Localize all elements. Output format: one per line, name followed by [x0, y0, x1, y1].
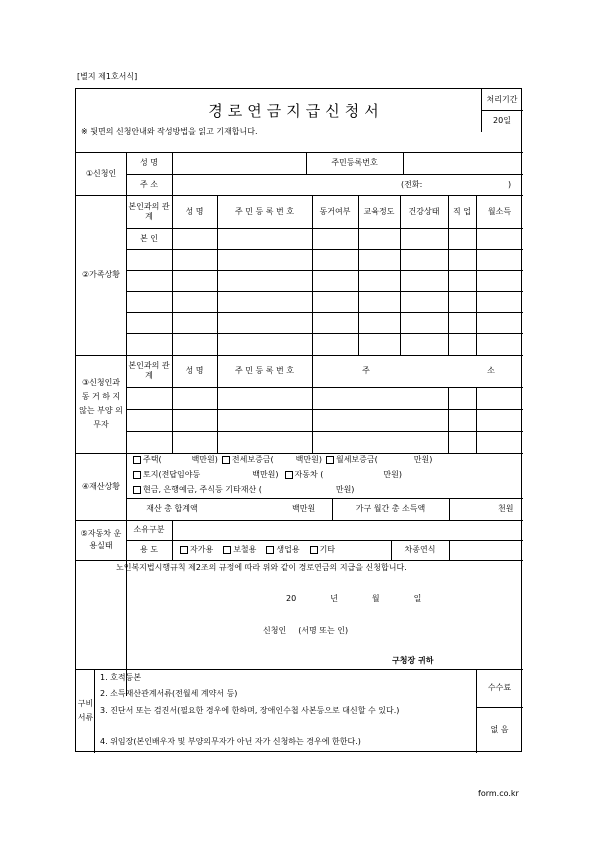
household-income-unit: 천원: [498, 504, 514, 513]
dependents-header-rrn: 주 민 등 록 번 호: [234, 366, 295, 375]
household-income-label: 가구 월간 총 소득액: [355, 504, 426, 513]
addressee: 구청장 귀하: [392, 656, 434, 665]
fee-label: 수수료: [487, 683, 512, 692]
dependents-header-address-2: 소: [487, 366, 495, 375]
family-header-relation: 본인과의 관 계: [128, 201, 170, 221]
family-header-education: 교육정도: [363, 206, 395, 216]
document-item-4: 4. 위임장(본인배우자 및 부양의무자가 아닌 자가 신청하는 경우에 한한다.): [100, 737, 361, 746]
documents-section-label: 구비서류: [77, 699, 94, 722]
declaration-date: 20 년 월 일: [286, 594, 422, 603]
notice-text: ※ 뒷면의 신청안내와 작성방법을 읽고 기재합니다.: [81, 127, 258, 136]
assets-line-3: 현금, 은행예금, 주식등 기타재산 ( 만원): [133, 483, 354, 497]
applicant-name-label: 성 명: [140, 158, 158, 167]
vehicle-use-label: 용 도: [140, 545, 158, 554]
application-form: [75, 88, 522, 752]
use-private-checkbox[interactable]: [180, 546, 188, 554]
dependents-header-address-1: 주: [362, 366, 370, 375]
land-checkbox[interactable]: [133, 471, 141, 479]
applicant-name-field[interactable]: [173, 153, 306, 173]
declaration-text: 노인복지법시행규칙 제2조의 규정에 따라 위와 같이 경로연금의 지급을 신청합니다.: [116, 563, 407, 572]
signer-line: 신청인 (서명 또는 인): [263, 626, 349, 635]
dependents-header-name: 성 명: [185, 366, 204, 375]
applicant-phone-close: ): [508, 179, 512, 189]
page-title: 경로연금지급신청서: [208, 102, 384, 120]
form-label: [별지 제1호서식]: [77, 72, 138, 81]
family-header-income: 월소득: [487, 206, 512, 216]
deposit-checkbox[interactable]: [222, 456, 230, 464]
monthly-deposit-checkbox[interactable]: [326, 456, 334, 464]
use-welfare-checkbox[interactable]: [223, 546, 231, 554]
family-header-job: 직 업: [453, 206, 471, 216]
document-item-1: 1. 호적등본: [100, 673, 142, 682]
vehicle-year-label: 차종연식: [404, 545, 436, 554]
fee-value: 없 음: [490, 725, 509, 734]
family-header-rrn: 주 민 등 록 번 호: [234, 206, 295, 216]
family-header-name: 성 명: [185, 206, 204, 216]
dependents-section-label: ③신청인과 동 거 하 지 않는 부양 의무자: [79, 378, 123, 429]
family-header-health: 건강상태: [408, 206, 440, 216]
car-checkbox[interactable]: [285, 471, 293, 479]
processing-period-label: 처리기간: [486, 95, 518, 104]
document-item-3: 3. 진단서 또는 검진서(필요한 경우에 한하며, 장애인수첩 사본등으로 대신할 수 있다.): [100, 706, 400, 715]
vehicle-section-label: ⑤자동차 운용실태: [80, 529, 122, 550]
family-section-label: ②가족상황: [81, 270, 121, 279]
vehicle-owner-label: 소유구분: [133, 525, 165, 534]
family-header-cohabit: 동거여부: [319, 206, 351, 216]
vehicle-use-options: 자가용 보철용 생업용 기타: [180, 540, 335, 560]
asset-total-unit: 백만원: [292, 504, 316, 513]
footer-site: form.co.kr: [478, 789, 519, 798]
family-self-relation: 본 인: [140, 233, 158, 243]
applicant-phone-label: (전화:: [401, 179, 423, 189]
assets-section-label: ④재산상황: [81, 481, 121, 491]
applicant-rrn-label: 주민등록번호: [331, 158, 378, 167]
assets-line-1: 주택( 백만원) 전세보증금( 백만원) 월세보증금( 만원): [133, 453, 432, 467]
dependents-header-relation: 본인과의 관 계: [128, 361, 170, 380]
applicant-address-label: 주 소: [140, 179, 158, 189]
applicant-address-field[interactable]: [173, 175, 398, 194]
applicant-rrn-field[interactable]: [404, 153, 522, 173]
assets-line-2: 토지(전답임야등 백만원) 자동차 ( 만원): [133, 468, 402, 482]
use-other-checkbox[interactable]: [310, 546, 318, 554]
document-item-2: 2. 소득재산관계서류(전월세 계약서 등): [100, 689, 238, 698]
use-business-checkbox[interactable]: [266, 546, 274, 554]
processing-period-value: 20일: [493, 116, 511, 125]
asset-total-label: 재산 총 합계액: [146, 504, 198, 513]
applicant-section-label: ①신청인: [85, 168, 117, 178]
cash-checkbox[interactable]: [133, 486, 141, 494]
house-checkbox[interactable]: [133, 456, 141, 464]
